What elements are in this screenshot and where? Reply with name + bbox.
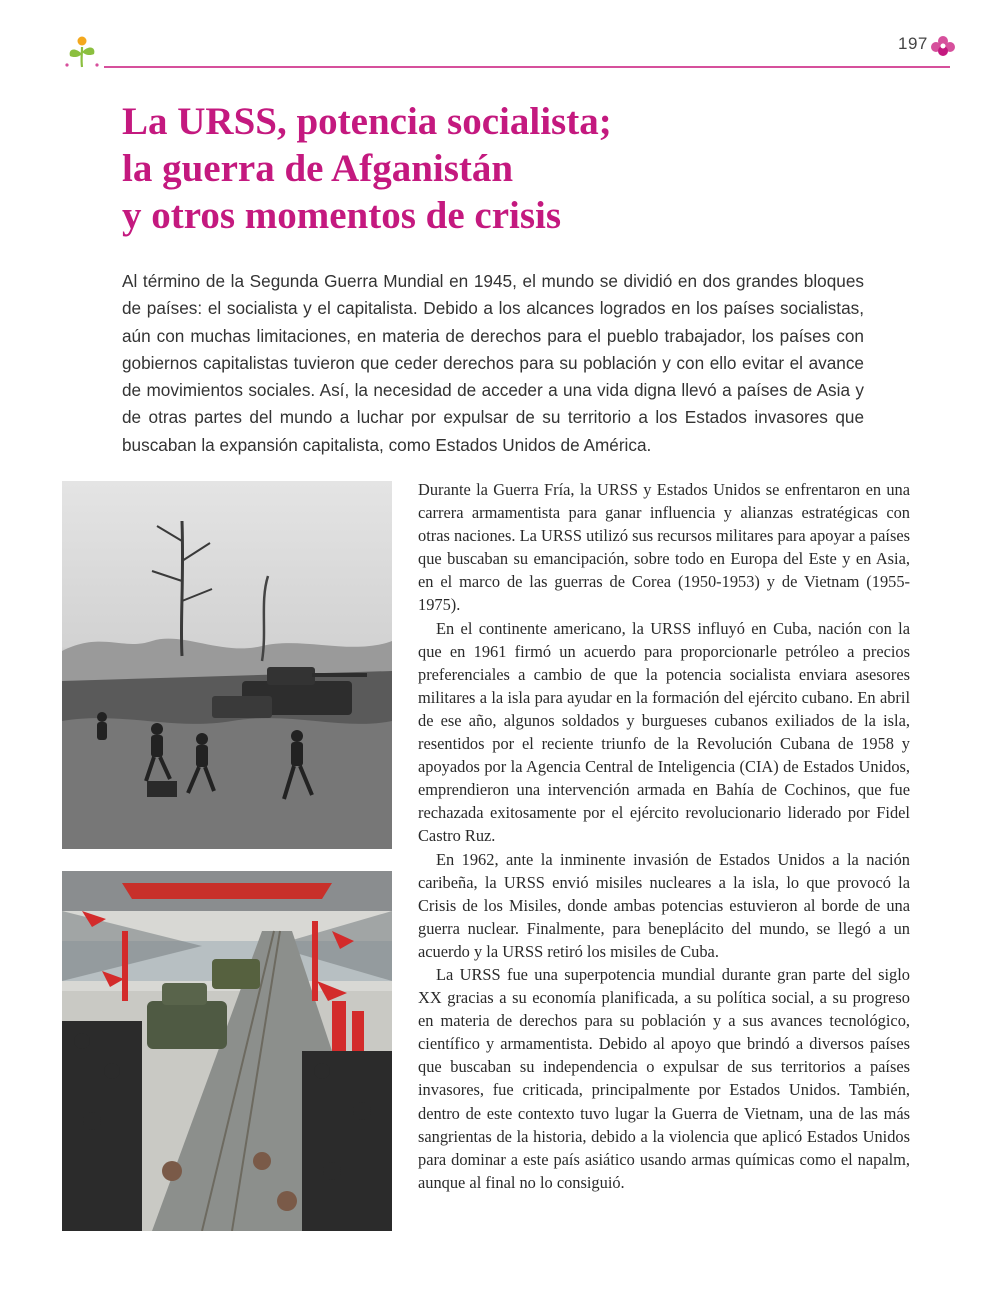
body-text [418, 478, 910, 1194]
paragraph-1: Durante la Guerra Fría, la URSS y Estados Unidos se enfrentaron en una carrera armamentista para ganar influencia y alianzas estratégicas con otras naciones. La URSS utilizó sus recursos militares para apoyar a países que buscaban su emancipación, sobre todo en Europa del Este y en Asia, en el marco de las guerras de Corea (1950-1953) y de Vietnam (1955-1975). [418, 480, 911, 615]
page-title [122, 98, 882, 239]
paragraph-2: En el continente americano, la URSS influyó en Cuba, nación con la que en 1961 firmó un acuerdo para proporcionarle petróleo a precios preferenciales a cambio de que la potencia socialista enviara asesores militares a la isla para ayudar en la formación del ejército cubano. En abril de ese año, algunos soldados y burgueses cubanos exiliados de la isla, resentidos por el reciente triunfo de la Revolución Cubana de 1958 y apoyados por la Agencia Central de Inteligencia (CIA) de Estados Unidos, emprendieron una intervención armada en Bahía de Cochinos, que fue rechazada exitosamente por el ejército revolucionario liderado por Fidel Castro Ruz. [418, 618, 910, 846]
page-number: 197 [898, 34, 928, 53]
intro-paragraph: Al término de la Segunda Guerra Mundial en 1945, el mundo se dividió en dos grandes bloques de países: el socialista y el capitalista. Debido a los alcances logrados en los países socialistas, aún con muchas limitaciones, en materia de derechos para el pueblo trabajador, los países con gobiernos capitalistas tuvieron que ceder derechos para su población y con ello evitar el avance de movimientos sociales. Así, la necesidad de acceder a una vida digna llevó a países de Asia y de otras partes del mundo a luchar por expulsar de su territorio a los Estados invasores que buscaban la expansión capitalista, como Estados Unidos de América. [122, 271, 864, 455]
title-line-1: La URSS, potencia socialista; [122, 100, 612, 143]
pink-flower-icon [928, 34, 958, 58]
war-photo [62, 481, 392, 849]
flower-sprout-icon [62, 34, 102, 70]
title-line-2: la guerra de Afganistán [122, 147, 514, 190]
bridge-convoy-photo [62, 871, 392, 1231]
paragraph-3: En 1962, ante la inminente invasión de Estados Unidos a la nación caribeña, la URSS envió misiles nucleares a la isla, lo que provocó la Crisis de los Misiles, donde ambas potencias estuvieron al borde de una guerra nuclear. Finalmente, para beneplácito del mundo, se llegó a un acuerdo y la URSS retiró los misiles de Cuba. [418, 849, 911, 961]
paragraph-4: La URSS fue una superpotencia mundial durante gran parte del siglo XX gracias a su economía planificada, a su política social, a su progreso en materia de derechos para su población y a sus avances tecnológico, científico y armamentista. Debido al apoyo que brindó a diversos países que buscaban su independencia o expulsar de sus territorios a países invasores, fue criticada, principalmente por Estados Unidos. También, dentro de este contexto tuvo lugar la Guerra de Vietnam, una de las más sangrientas de la historia, debido a la violencia que aplicó Estados Unidos para dominar a este país asiático usando armas químicas como el napalm, aunque al final no lo consiguió. [418, 964, 910, 1192]
header-rule [104, 66, 950, 68]
title-line-3: y otros momentos de crisis [122, 194, 562, 237]
